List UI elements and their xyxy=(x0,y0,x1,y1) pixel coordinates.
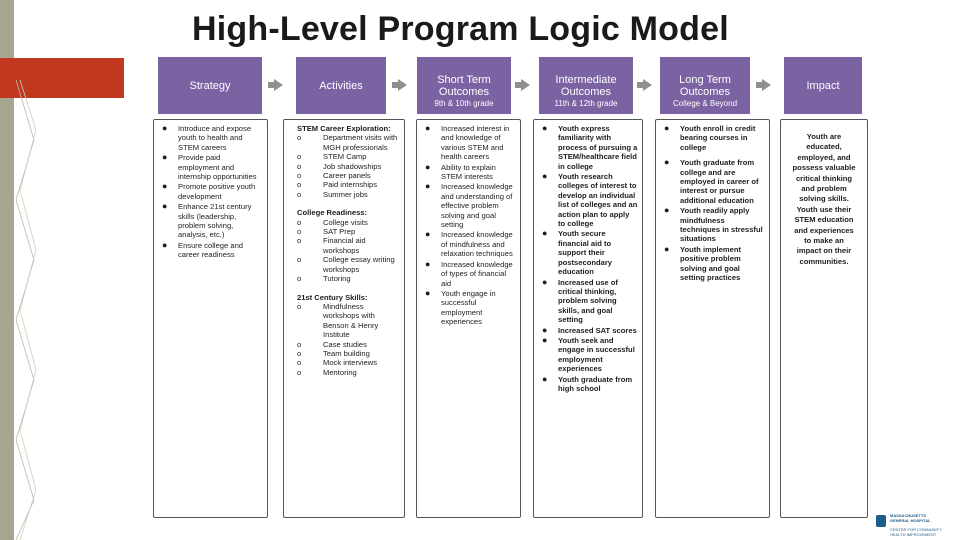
logo-line-1: MASSACHUSETTS GENERAL HOSPITAL xyxy=(890,513,931,523)
list-item: ● Youth graduate from college and are employed in career of interest or pursue additional education xyxy=(664,157,759,205)
list-item: ● Increased knowledge and understanding of effective problem solving and goal setting xyxy=(425,181,513,230)
list-item: o College essay writing workshops xyxy=(297,255,395,274)
header-intermediate-grade: 11th & 12th grade xyxy=(554,99,618,108)
list-item: o Financial aid workshops xyxy=(297,236,366,255)
impact-box xyxy=(780,119,868,518)
header-strategy: Strategy xyxy=(158,57,262,114)
list-item: ● Introduce and expose youth to health and STEM careers xyxy=(162,123,252,152)
header-short-term-grade: 9th & 10th grade xyxy=(434,99,494,108)
list-item: ● Provide paid employment and internship opportunities xyxy=(162,152,257,182)
impact-statement: Youth are educated, employed, and possess valuable critical thinking and problem solving skills. Youth use their STEM education and experiences to make an impact on their communities. xyxy=(792,132,856,266)
header-intermediate: Intermediate Outcomes 11th & 12th grade xyxy=(539,57,633,114)
list-item: o Tutoring xyxy=(297,274,351,284)
header-short-term: Short Term Outcomes 9th & 10th grade xyxy=(417,57,511,114)
list-item: o Team building xyxy=(297,348,370,358)
arrow-icon xyxy=(762,79,771,91)
list-item: o Mock interviews xyxy=(297,358,378,368)
logo-line-2: CENTER FOR COMMUNITY HEALTH IMPROVEMENT xyxy=(890,527,942,537)
page-title: High-Level Program Logic Model xyxy=(192,10,729,48)
shield-logo-icon xyxy=(876,515,886,527)
list-item: o Career panels xyxy=(297,171,371,181)
list-item: o Mindfulness workshops with Benson & Henry Institute xyxy=(297,301,379,340)
list-item: o STEM Camp xyxy=(297,152,367,162)
list-item: o Paid internships xyxy=(297,180,378,190)
strategy-box xyxy=(153,119,268,518)
list-item: ● Youth implement positive problem solving and goal setting practices xyxy=(664,243,742,283)
header-long-term-level: College & Beyond xyxy=(672,99,738,108)
list-item: ● Increased knowledge of types of financial aid xyxy=(425,258,513,288)
arrow-icon xyxy=(521,79,530,91)
arrow-icon xyxy=(398,79,407,91)
activities-box xyxy=(283,119,405,518)
list-item: o Case studies xyxy=(297,339,367,349)
list-item: ● Ensure college and career readiness xyxy=(162,239,244,260)
list-item: ● Promote positive youth development xyxy=(162,181,256,201)
list-item: o SAT Prep xyxy=(297,227,356,237)
list-item: ● Increased use of critical thinking, problem solving skills, and goal setting xyxy=(542,276,618,325)
list-item: ● Youth readily apply mindfulness techniques in stressful situations xyxy=(664,205,763,244)
hospital-logo xyxy=(876,512,956,540)
list-item: o College visits xyxy=(297,217,368,227)
arrow-icon xyxy=(274,79,283,91)
header-impact: Impact xyxy=(784,57,862,114)
list-item: ● Youth secure financial aid to support their postsecondary education xyxy=(542,228,613,277)
list-item: o Department visits with MGH professionals xyxy=(297,133,398,152)
arrow-icon xyxy=(643,79,652,91)
list-item: ● Enhance 21st century skills (leadership, problem solving, analysis, etc.) xyxy=(162,201,252,240)
list-item: o Mentoring xyxy=(297,367,357,377)
header-long-term: Long Term Outcomes College & Beyond xyxy=(660,57,750,114)
activities-section-heading: College Readiness: xyxy=(297,208,368,218)
activities-section-heading: STEM Career Exploration: xyxy=(297,124,391,133)
list-item: ● Youth enroll in credit bearing courses in college xyxy=(664,123,756,152)
intermediate-outcomes-box xyxy=(533,119,643,518)
list-item: ● Youth engage in successful employment experiences xyxy=(425,287,496,327)
short-term-outcomes-box xyxy=(416,119,521,518)
list-item: ● Increased knowledge of mindfulness and relaxation techniques xyxy=(425,229,513,259)
activities-section-heading: 21st Century Skills: xyxy=(297,292,368,302)
list-item: ● Youth seek and engage in successful employment experiences xyxy=(542,334,635,374)
list-item: ● Youth graduate from high school xyxy=(542,373,633,393)
list-item: ● Increased interest in and knowledge of various STEM and health careers xyxy=(425,123,510,162)
list-item: ● Increased SAT scores xyxy=(542,324,637,335)
list-item: ● Youth express familiarity with process of pursuing a STEM/healthcare field in college xyxy=(542,123,638,171)
list-item: o Summer jobs xyxy=(297,189,368,199)
list-item: ● Youth research colleges of interest to develop an individual list of colleges and an action plan to apply to college xyxy=(542,171,638,229)
list-item: o Job shadowships xyxy=(297,161,382,171)
list-item: ● Ability to explain STEM interests xyxy=(425,161,496,182)
decorative-zigzag-lines xyxy=(14,80,38,540)
header-activities: Activities xyxy=(296,57,386,114)
long-term-outcomes-box xyxy=(655,119,770,518)
